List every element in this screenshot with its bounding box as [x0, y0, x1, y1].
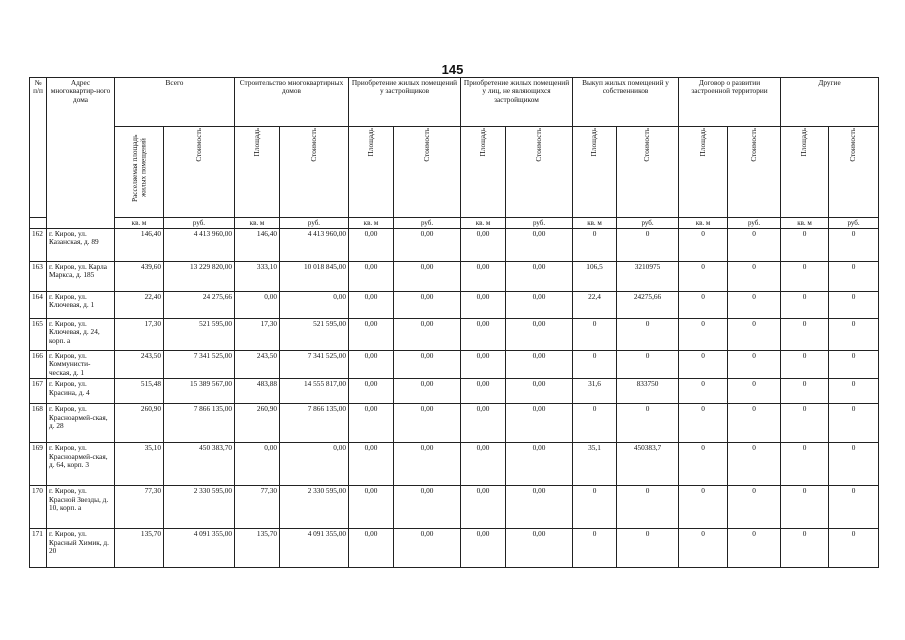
value-cell: 0,00 — [349, 404, 394, 443]
sub-header-cost: Стоимость — [728, 127, 781, 218]
value-cell: 24275,66 — [617, 292, 679, 319]
value-cell: 0,00 — [506, 529, 573, 568]
value-cell: 0 — [679, 292, 728, 319]
table-row — [30, 262, 879, 292]
value-cell: 0 — [829, 529, 879, 568]
unit-m2: кв. м — [679, 218, 728, 229]
value-cell: 0 — [728, 292, 781, 319]
value-cell: 0,00 — [394, 404, 461, 443]
value-cell: 333,10 — [235, 262, 280, 292]
value-cell: 0 — [617, 529, 679, 568]
value-cell: 0,00 — [394, 443, 461, 486]
value-cell: 0,00 — [461, 262, 506, 292]
value-cell: 0 — [617, 319, 679, 351]
value-cell: 10 018 845,00 — [280, 262, 349, 292]
col-header-number: № п/п — [30, 78, 47, 218]
group-header-development-contract: Договор о развитии застроенной территории — [679, 78, 781, 127]
row-number: 163 — [30, 262, 47, 292]
value-cell: 0 — [829, 319, 879, 351]
value-cell: 0 — [617, 404, 679, 443]
unit-m2: кв. м — [573, 218, 617, 229]
value-cell: 521 595,00 — [280, 319, 349, 351]
value-cell: 450383,7 — [617, 443, 679, 486]
value-cell: 260,90 — [235, 404, 280, 443]
sub-header-cost: Стоимость — [617, 127, 679, 218]
value-cell: 0 — [679, 443, 728, 486]
value-cell: 15 389 567,00 — [164, 379, 235, 404]
value-cell: 0 — [728, 404, 781, 443]
value-cell: 0 — [728, 319, 781, 351]
group-header-other: Другие — [781, 78, 879, 127]
value-cell: 0,00 — [461, 292, 506, 319]
value-cell: 0,00 — [394, 529, 461, 568]
value-cell: 0 — [728, 486, 781, 529]
value-cell: 0 — [679, 319, 728, 351]
value-cell: 146,40 — [115, 229, 164, 262]
value-cell: 7 341 525,00 — [280, 351, 349, 379]
address-cell: г. Киров, ул. Красной Звезды, д. 10, корп. а — [47, 486, 115, 529]
value-cell: 0,00 — [506, 443, 573, 486]
value-cell: 0 — [573, 319, 617, 351]
sub-header-area: Площадь — [573, 127, 617, 218]
value-cell: 22,4 — [573, 292, 617, 319]
sub-header-area: Площадь — [461, 127, 506, 218]
value-cell: 0 — [573, 529, 617, 568]
value-cell: 260,90 — [115, 404, 164, 443]
value-cell: 0,00 — [349, 229, 394, 262]
group-header-construction: Строительство многоквартирных домов — [235, 78, 349, 127]
col-header-address: Адрес многоквартир-ного дома — [47, 78, 115, 229]
value-cell: 0 — [829, 351, 879, 379]
units-empty — [30, 218, 47, 229]
value-cell: 31,6 — [573, 379, 617, 404]
value-cell: 0,00 — [349, 319, 394, 351]
value-cell: 7 866 135,00 — [280, 404, 349, 443]
unit-m2: кв. м — [349, 218, 394, 229]
group-header-total: Всего — [115, 78, 235, 127]
value-cell: 0 — [679, 229, 728, 262]
value-cell: 0,00 — [349, 379, 394, 404]
table-row — [30, 319, 879, 351]
unit-rub: руб. — [506, 218, 573, 229]
group-header-purchase-non-developers: Приобретение жилых помещений у лиц, не являющихся застройщиком — [461, 78, 573, 127]
value-cell: 0 — [679, 379, 728, 404]
sub-header-resettled-area: Расселяемая площадь жилых помещений — [115, 127, 164, 218]
page-number: 145 — [441, 62, 464, 77]
sub-header-cost: Стоимость — [164, 127, 235, 218]
value-cell: 439,60 — [115, 262, 164, 292]
value-cell: 0,00 — [349, 529, 394, 568]
value-cell: 4 091 355,00 — [280, 529, 349, 568]
row-number: 171 — [30, 529, 47, 568]
value-cell: 0,00 — [461, 404, 506, 443]
value-cell: 7 341 525,00 — [164, 351, 235, 379]
value-cell: 0 — [728, 229, 781, 262]
value-cell: 35,1 — [573, 443, 617, 486]
value-cell: 0 — [679, 404, 728, 443]
table-row — [30, 486, 879, 529]
value-cell: 0 — [573, 486, 617, 529]
value-cell: 0 — [781, 319, 829, 351]
row-number: 168 — [30, 404, 47, 443]
value-cell: 0,00 — [235, 292, 280, 319]
value-cell: 0,00 — [461, 351, 506, 379]
value-cell: 0 — [781, 351, 829, 379]
value-cell: 0 — [829, 262, 879, 292]
value-cell: 2 330 595,00 — [164, 486, 235, 529]
value-cell: 0 — [728, 529, 781, 568]
unit-rub: руб. — [394, 218, 461, 229]
value-cell: 0,00 — [461, 319, 506, 351]
value-cell: 0,00 — [349, 262, 394, 292]
unit-rub: руб. — [280, 218, 349, 229]
address-cell: г. Киров, ул. Коммунисти-ческая, д. 1 — [47, 351, 115, 379]
value-cell: 2 330 595,00 — [280, 486, 349, 529]
value-cell: 0 — [573, 404, 617, 443]
value-cell: 515,48 — [115, 379, 164, 404]
value-cell: 0,00 — [280, 292, 349, 319]
table-row — [30, 229, 879, 262]
value-cell: 106,5 — [573, 262, 617, 292]
value-cell: 17,30 — [115, 319, 164, 351]
value-cell: 0 — [781, 404, 829, 443]
address-cell: г. Киров, ул. Красноармей-ская, д. 28 — [47, 404, 115, 443]
value-cell: 0 — [781, 443, 829, 486]
value-cell: 0 — [573, 229, 617, 262]
value-cell: 22,40 — [115, 292, 164, 319]
value-cell: 0,00 — [506, 262, 573, 292]
table-body — [30, 229, 879, 568]
row-number: 162 — [30, 229, 47, 262]
sub-header-area: Площадь — [235, 127, 280, 218]
value-cell: 0,00 — [394, 379, 461, 404]
row-number: 170 — [30, 486, 47, 529]
value-cell: 521 595,00 — [164, 319, 235, 351]
sub-header-area: Площадь — [349, 127, 394, 218]
value-cell: 4 413 960,00 — [164, 229, 235, 262]
value-cell: 0 — [573, 351, 617, 379]
value-cell: 0,00 — [394, 486, 461, 529]
address-cell: г. Киров, ул. Ключевая, д. 1 — [47, 292, 115, 319]
value-cell: 0 — [829, 486, 879, 529]
table-row — [30, 292, 879, 319]
value-cell: 77,30 — [115, 486, 164, 529]
value-cell: 0 — [679, 529, 728, 568]
value-cell: 0,00 — [506, 229, 573, 262]
value-cell: 14 555 817,00 — [280, 379, 349, 404]
value-cell: 35,10 — [115, 443, 164, 486]
value-cell: 0,00 — [461, 229, 506, 262]
value-cell: 0,00 — [506, 404, 573, 443]
row-number: 164 — [30, 292, 47, 319]
value-cell: 450 383,70 — [164, 443, 235, 486]
value-cell: 0 — [728, 351, 781, 379]
value-cell: 146,40 — [235, 229, 280, 262]
value-cell: 3210975 — [617, 262, 679, 292]
value-cell: 0,00 — [506, 379, 573, 404]
row-number: 165 — [30, 319, 47, 351]
value-cell: 0,00 — [394, 229, 461, 262]
value-cell: 135,70 — [115, 529, 164, 568]
value-cell: 0 — [728, 262, 781, 292]
value-cell: 17,30 — [235, 319, 280, 351]
value-cell: 243,50 — [235, 351, 280, 379]
table-row — [30, 529, 879, 568]
value-cell: 0,00 — [394, 319, 461, 351]
value-cell: 0 — [781, 486, 829, 529]
sub-header-cost: Стоимость — [506, 127, 573, 218]
sub-header-area: Площадь — [781, 127, 829, 218]
value-cell: 0 — [829, 292, 879, 319]
value-cell: 0,00 — [506, 486, 573, 529]
value-cell: 0 — [829, 404, 879, 443]
value-cell: 0 — [728, 379, 781, 404]
table-row — [30, 379, 879, 404]
value-cell: 7 866 135,00 — [164, 404, 235, 443]
value-cell: 4 091 355,00 — [164, 529, 235, 568]
sub-header-area: Площадь — [679, 127, 728, 218]
value-cell: 0 — [728, 443, 781, 486]
address-cell: г. Киров, ул. Красина, д. 4 — [47, 379, 115, 404]
value-cell: 0,00 — [235, 443, 280, 486]
value-cell: 135,70 — [235, 529, 280, 568]
address-cell: г. Киров, ул. Карла Маркса, д. 185 — [47, 262, 115, 292]
value-cell: 0 — [781, 379, 829, 404]
sub-header-cost: Стоимость — [280, 127, 349, 218]
value-cell: 0 — [781, 262, 829, 292]
value-cell: 0,00 — [349, 292, 394, 319]
value-cell: 0 — [781, 292, 829, 319]
value-cell: 0,00 — [349, 443, 394, 486]
value-cell: 0,00 — [394, 262, 461, 292]
value-cell: 0 — [617, 351, 679, 379]
address-cell: г. Киров, ул. Красный Химик, д. 20 — [47, 529, 115, 568]
unit-rub: руб. — [617, 218, 679, 229]
row-number: 167 — [30, 379, 47, 404]
unit-rub: руб. — [728, 218, 781, 229]
value-cell: 0,00 — [506, 319, 573, 351]
unit-m2: кв. м — [781, 218, 829, 229]
value-cell: 0,00 — [394, 292, 461, 319]
sub-header-cost: Стоимость — [394, 127, 461, 218]
value-cell: 0,00 — [461, 529, 506, 568]
value-cell: 0,00 — [461, 443, 506, 486]
value-cell: 0,00 — [394, 351, 461, 379]
value-cell: 833750 — [617, 379, 679, 404]
resettlement-table — [29, 77, 879, 568]
table-row — [30, 351, 879, 379]
value-cell: 24 275,66 — [164, 292, 235, 319]
unit-m2: кв. м — [115, 218, 164, 229]
value-cell: 0 — [781, 529, 829, 568]
value-cell: 0,00 — [461, 486, 506, 529]
value-cell: 483,88 — [235, 379, 280, 404]
unit-m2: кв. м — [461, 218, 506, 229]
value-cell: 0,00 — [506, 292, 573, 319]
value-cell: 243,50 — [115, 351, 164, 379]
group-header-purchase-developers: Приобретение жилых помещений у застройщиков — [349, 78, 461, 127]
value-cell: 0 — [617, 486, 679, 529]
unit-m2: кв. м — [235, 218, 280, 229]
value-cell: 4 413 960,00 — [280, 229, 349, 262]
address-cell: г. Киров, ул. Красноармей-ская, д. 64, корп. 3 — [47, 443, 115, 486]
row-number: 166 — [30, 351, 47, 379]
value-cell: 0,00 — [280, 443, 349, 486]
value-cell: 0 — [829, 443, 879, 486]
group-header-buyout-owners: Выкуп жилых помещений у собственников — [573, 78, 679, 127]
value-cell: 0,00 — [349, 486, 394, 529]
sub-header-cost: Стоимость — [829, 127, 879, 218]
unit-rub: руб. — [164, 218, 235, 229]
value-cell: 0 — [679, 262, 728, 292]
value-cell: 0,00 — [461, 379, 506, 404]
value-cell: 0 — [679, 486, 728, 529]
value-cell: 0,00 — [506, 351, 573, 379]
unit-rub: руб. — [829, 218, 879, 229]
value-cell: 0 — [781, 229, 829, 262]
address-cell: г. Киров, ул. Казанская, д. 89 — [47, 229, 115, 262]
table-row — [30, 404, 879, 443]
value-cell: 13 229 820,00 — [164, 262, 235, 292]
value-cell: 77,30 — [235, 486, 280, 529]
value-cell: 0 — [679, 351, 728, 379]
row-number: 169 — [30, 443, 47, 486]
address-cell: г. Киров, ул. Ключевая, д. 24, корп. а — [47, 319, 115, 351]
value-cell: 0 — [829, 379, 879, 404]
value-cell: 0 — [829, 229, 879, 262]
table-row — [30, 443, 879, 486]
value-cell: 0,00 — [349, 351, 394, 379]
value-cell: 0 — [617, 229, 679, 262]
